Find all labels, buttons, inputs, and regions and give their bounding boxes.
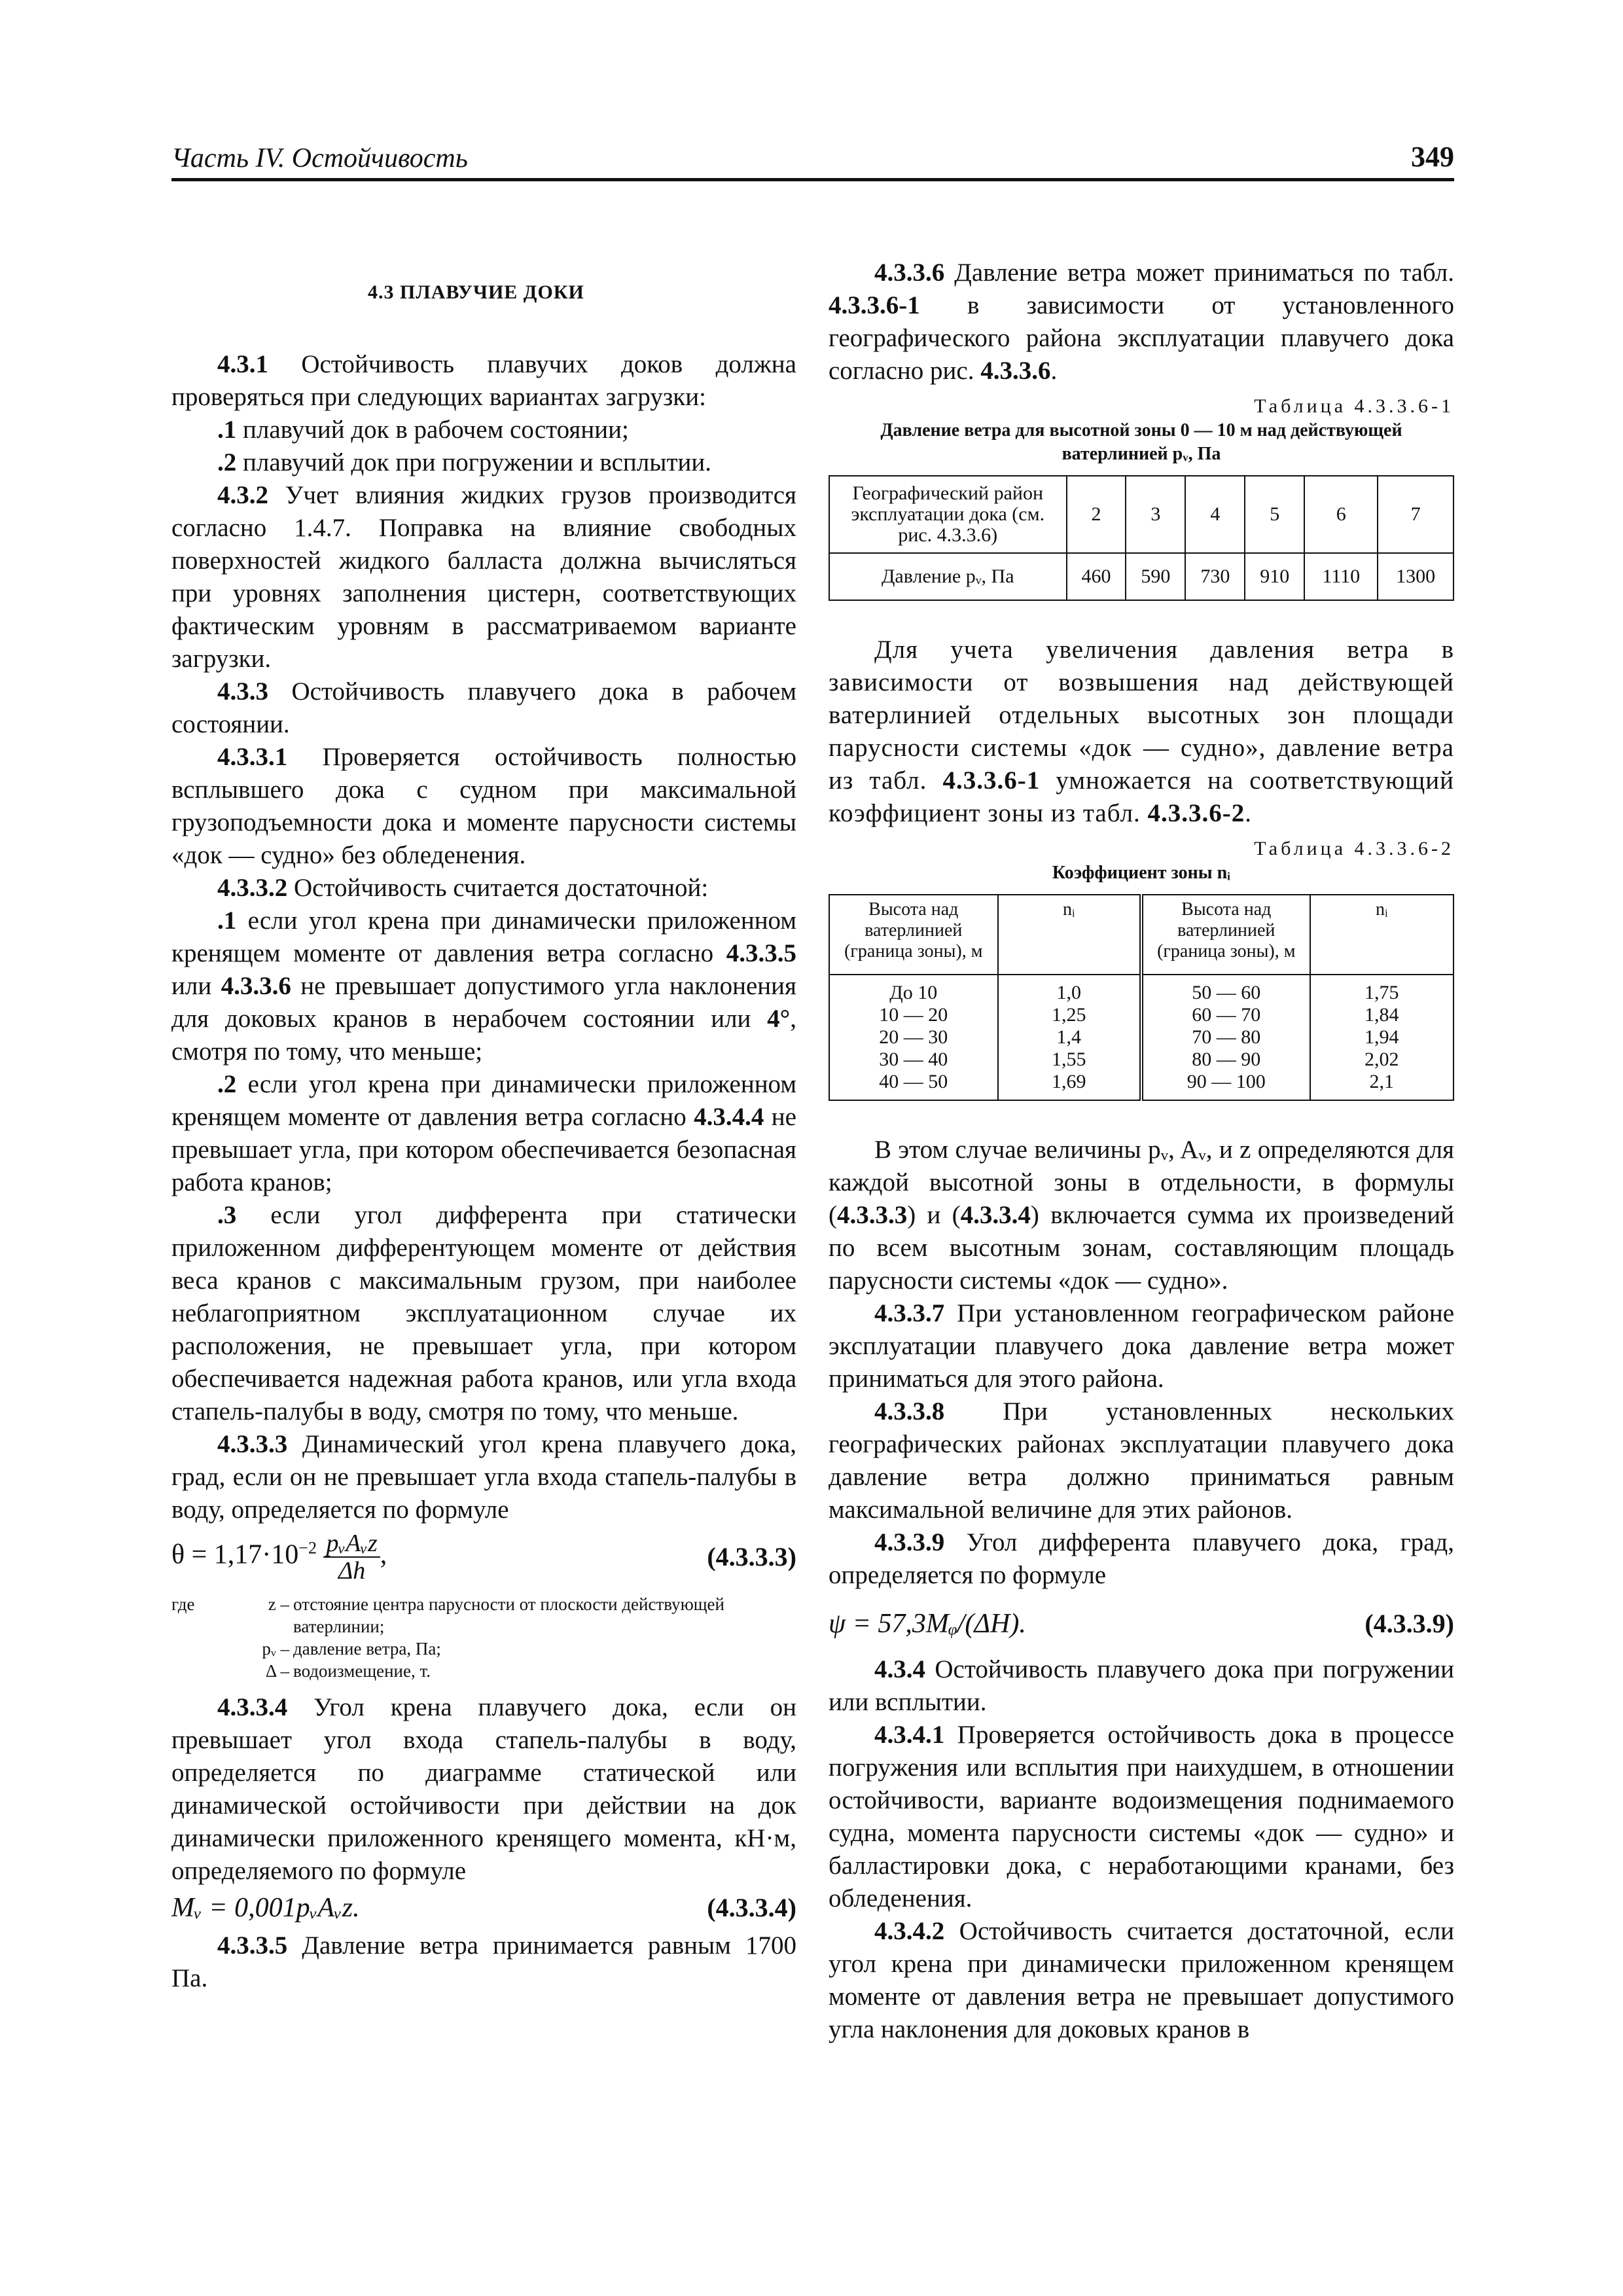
table-cell: 50 — 60 60 — 70 70 — 80 80 — 90 90 — 100: [1141, 975, 1310, 1100]
clause-number: 4.3.3: [217, 677, 268, 706]
para-4-3-3-6: 4.3.3.6 Давление ветра может приниматься по табл. 4.3.3.6-1 в зависимости от установленного географического района эксплуатации плавучего дока согласно рис. 4.3.3.6.: [829, 259, 1454, 385]
clause-number: 4.3.3.9: [874, 1528, 945, 1556]
fraction: $\frac{\text{pᵥAᵥz}}{\Delta h}$: [323, 1530, 380, 1584]
cross-reference: 4.3.3.4: [960, 1201, 1031, 1229]
table-cell: До 10 10 — 20 20 — 30 30 — 40 40 — 50: [829, 975, 998, 1100]
running-header: [171, 139, 1454, 181]
clause-number: 4.3.3.2: [217, 874, 288, 902]
running-title: Часть IV. Остойчивость: [171, 143, 468, 173]
formula-number: (4.3.3.4): [707, 1893, 796, 1922]
table-caption: Таблица 4.3.3.6-1: [1254, 395, 1454, 417]
cross-reference: 4.3.3.6-1: [942, 766, 1041, 795]
region-cell: 7: [1378, 476, 1454, 553]
wind-pressure-table: [829, 475, 1454, 601]
para-4-3-3-8: 4.3.3.8 При установленных нескольких географических районах эксплуатации плавучего дока давление ветра должно приниматься равным максимальной величине для этих районов.: [829, 1397, 1454, 1524]
formula-expression: $\theta = 1,17\cdot 10^{-2}$ $\frac{\text{pᵥAᵥz}}{\Delta h}$ ,: [171, 1530, 387, 1585]
formula-number: (4.3.3.9): [1364, 1609, 1454, 1638]
cross-reference: 4.3.3.3: [837, 1201, 908, 1229]
table-title: Коэффициент зоны nᵢ: [1052, 863, 1231, 883]
list-item: .2 если угол крена при динамически приложенном кренящем моменте от давления ветра согласно 4.3.4.4 не превышает угла, при котором обеспечивается безопасная работа кранов;: [171, 1070, 796, 1196]
para-4-3-4-2: 4.3.4.2 Остойчивость считается достаточной, если угол крена при динамически приложенном кренящем моменте от давления ветра не превышает допустимого угла наклонения для доковых кранов в: [829, 1917, 1454, 2043]
para-4-3-2: 4.3.2 Учет влияния жидких грузов производится согласно 1.4.7. Поправка на влияние свободных поверхностей жидкого балласта должна вычисляться при уровнях заполнения цистерн, соответствующих фактическим уровням в рассматриваемом варианте загрузки.: [171, 481, 796, 673]
para-4-3-3-7: 4.3.3.7 При установленном географическом районе эксплуатации плавучего дока давление ветра может приниматься для этого района.: [829, 1299, 1454, 1393]
paragraph: В этом случае величины pᵥ, Aᵥ, и z определяются для каждой высотной зоны в отдельности, в формулы (4.3.3.3) и (4.3.3.4) включается сумма их произведений по всем высотным зонам, составляющим площадь парусности системы «док — судно».: [829, 1136, 1454, 1295]
cross-reference: 4.3.4.4: [694, 1103, 764, 1131]
list-item: .1 если угол крена при динамически приложенном кренящем моменте от давления ветра согласно 4.3.3.5 или 4.3.3.6 не превышает допустимого угла наклонения для доковых кранов в нерабочем состоянии или 4°, смотря по тому, что меньше;: [171, 906, 796, 1066]
clause-number: 4.3.3.6: [874, 259, 945, 287]
left-column: [171, 257, 796, 1995]
table-header-cell: nᵢ: [998, 895, 1141, 975]
paragraph: Для учета увеличения давления ветра в зависимости от возвышения над действующей ватерлинией отдельных высотных зон площади парусности системы «док — судно», давление ветра из табл. 4.3.3.6-1 умножается на соответствующий коэффициент зоны из табл. 4.3.3.6-2.: [829, 636, 1454, 827]
table-header-cell: Географический район эксплуатации дока (см. рис. 4.3.3.6): [829, 476, 1067, 553]
formula-4-3-3-9: [829, 1607, 1454, 1640]
pressure-cell: 460: [1067, 553, 1126, 600]
region-cell: 2: [1067, 476, 1126, 553]
cross-reference: 4.3.3.6: [221, 972, 291, 1000]
region-cell: 3: [1126, 476, 1185, 553]
table-title: Давление ветра для высотной зоны 0 — 10 м над действующей ватерлинией pᵥ, Па: [880, 420, 1402, 464]
clause-number: 4.3.4: [874, 1655, 925, 1683]
list-item: .3 если угол дифферента при статически приложенном дифферентующем моменте от действия веса кранов с максимальным грузом, при наиболее неблагоприятном эксплуатационном случае их расположения, не превышает угла, при котором обеспечивается надежная работа кранов, или угла входа стапель-палубы в воду, смотря по тому, что меньше.: [171, 1201, 796, 1426]
region-cell: 6: [1304, 476, 1378, 553]
formula-4-3-3-3: [171, 1530, 796, 1584]
variable-definitions: где z – отстояние центра парусности от плоскости действующей ватерлинии; pᵥ – давление ветра, Па; Δ – водоизмещение, т.: [171, 1594, 724, 1681]
pressure-cell: 590: [1126, 553, 1185, 600]
table-cell: 1,75 1,84 1,94 2,02 2,1: [1310, 975, 1454, 1100]
pressure-cell: 1300: [1378, 553, 1454, 600]
para-4-3-4-1: 4.3.4.1 Проверяется остойчивость дока в процессе погружения или всплытия при наихудшем, в отношении остойчивости, варианте водоизмещения поднимаемого судна, момента парусности системы «док — судно» и балластировки дока, с неработающими кранами, без обледенения.: [829, 1721, 1454, 1912]
cross-reference: 4.3.3.5: [726, 939, 796, 967]
region-cell: 5: [1245, 476, 1304, 553]
table-header-cell: nᵢ: [1310, 895, 1454, 975]
table-row-label: Давление pᵥ, Па: [829, 553, 1067, 600]
para-4-3-4: 4.3.4 Остойчивость плавучего дока при погружении или всплытии.: [829, 1655, 1454, 1716]
cross-reference: 4.3.3.6-1: [829, 291, 920, 319]
clause-number: 4.3.3.4: [217, 1693, 288, 1721]
para-4-3-3: 4.3.3 Остойчивость плавучего дока в рабочем состоянии.: [171, 677, 796, 738]
page-number: 349: [1411, 141, 1454, 173]
right-column: [829, 257, 1454, 2046]
clause-number: 4.3.3.1: [217, 743, 288, 771]
para-4-3-3-4: 4.3.3.4 Угол крена плавучего дока, если он превышает угол входа стапель-палубы в воду, определяется по диаграмме статической или динамической остойчивости при действии на док динамически приложенного кренящего момента, кН·м, определяемого по формуле: [171, 1693, 796, 1885]
para-4-3-3-2: 4.3.3.2 Остойчивость считается достаточной:: [217, 874, 709, 902]
table-header-cell: Высота над ватерлинией (граница зоны), м: [1141, 895, 1310, 975]
clause-number: 4.3.3.7: [874, 1299, 945, 1327]
clause-number: 4.3.2: [217, 481, 268, 509]
formula-4-3-3-4: [171, 1892, 796, 1924]
clause-number: 4.3.1: [217, 350, 268, 378]
region-cell: 4: [1185, 476, 1245, 553]
para-4-3-3-1: 4.3.3.1 Проверяется остойчивость полностью всплывшего дока с судном при максимальной грузоподъемности дока и моменте парусности системы «док — судно» без обледенения.: [171, 743, 796, 869]
clause-number: 4.3.3.8: [874, 1397, 945, 1426]
para-4-3-3-9: 4.3.3.9 Угол дифферента плавучего дока, град, определяется по формуле: [829, 1528, 1454, 1589]
formula-expression: ψ = 57,3Mᵩ/(ΔH).: [829, 1609, 1026, 1639]
pressure-cell: 730: [1185, 553, 1245, 600]
clause-number: 4.3.4.2: [874, 1917, 945, 1945]
list-item: .2 плавучий док при погружении и всплытии.: [217, 448, 711, 476]
formula-expression: Mᵥ = 0,001pᵥAᵥz.: [171, 1893, 360, 1923]
para-4-3-1: 4.3.1 Остойчивость плавучих доков должна проверяться при следующих вариантах загрузки:: [171, 350, 796, 411]
table-cell: 1,0 1,25 1,4 1,55 1,69: [998, 975, 1141, 1100]
clause-number: 4.3.3.5: [217, 1931, 288, 1960]
table-caption: Таблица 4.3.3.6-2: [1254, 838, 1454, 859]
cross-reference: 4.3.3.6-2: [1147, 799, 1245, 827]
clause-number: 4.3.4.1: [874, 1721, 945, 1749]
zone-coefficient-table: [829, 894, 1454, 1101]
para-4-3-3-5: 4.3.3.5 Давление ветра принимается равным 1700 Па.: [171, 1931, 796, 1992]
clause-number: 4.3.3.3: [217, 1430, 288, 1458]
para-4-3-3-3: 4.3.3.3 Динамический угол крена плавучего дока, град, если он не превышает угла входа стапель-палубы в воду, определяется по формуле: [171, 1430, 796, 1524]
list-item: .1 плавучий док в рабочем состоянии;: [217, 416, 629, 444]
pressure-cell: 910: [1245, 553, 1304, 600]
formula-number: (4.3.3.3): [707, 1542, 796, 1571]
section-heading: 4.3 ПЛАВУЧИЕ ДОКИ: [368, 281, 584, 303]
pressure-cell: 1110: [1304, 553, 1378, 600]
cross-reference: 4.3.3.6: [980, 357, 1051, 385]
table-header-cell: Высота над ватерлинией (граница зоны), м: [829, 895, 998, 975]
